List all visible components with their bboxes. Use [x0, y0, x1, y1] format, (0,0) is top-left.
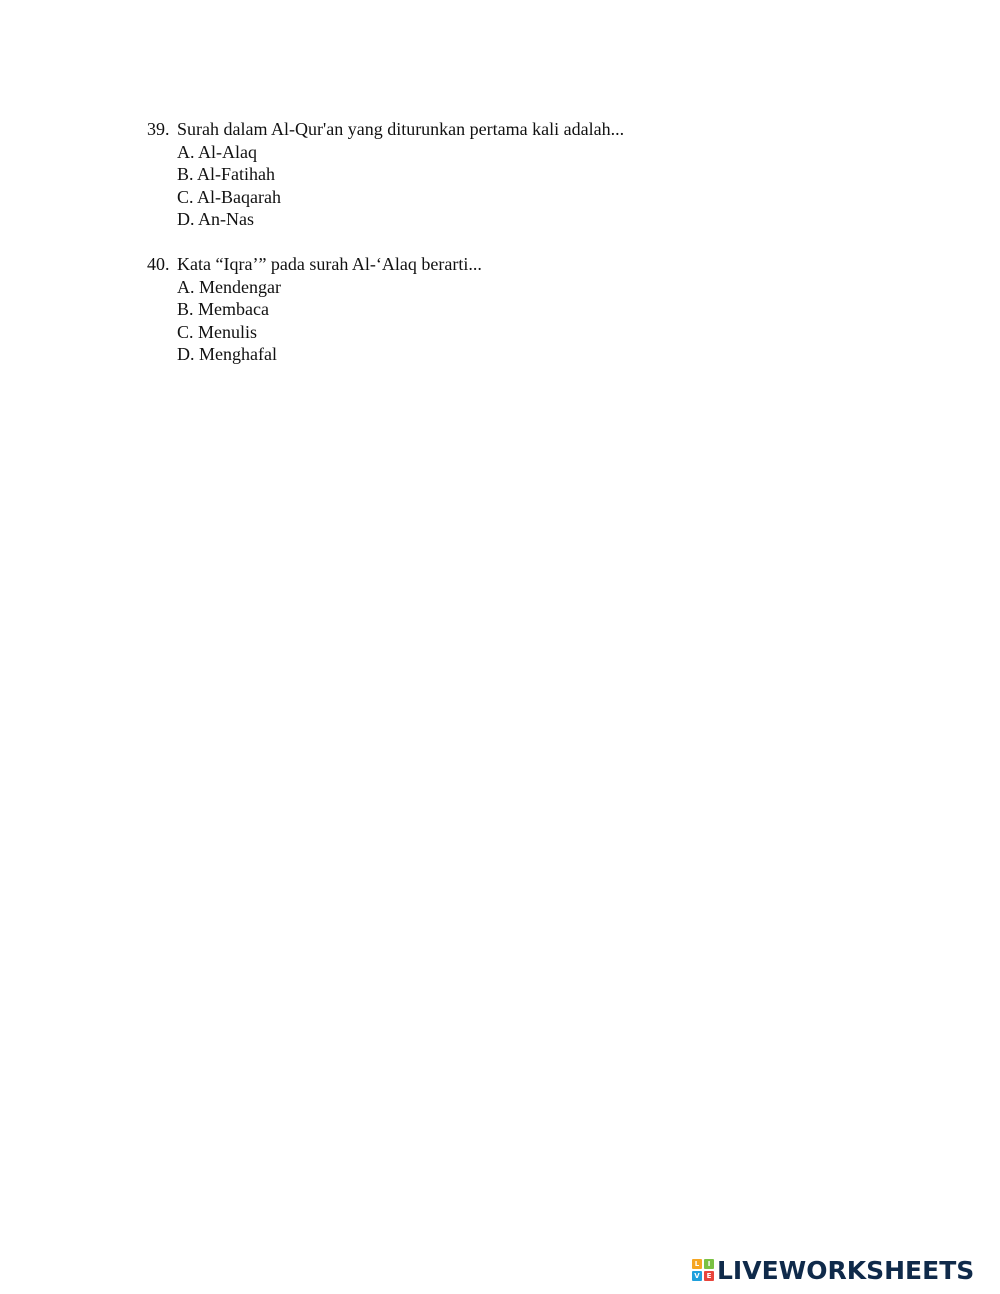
question-stem [147, 253, 482, 276]
logo-cell-l: L [692, 1259, 702, 1269]
liveworksheets-logo-icon [692, 1259, 714, 1281]
answer-options [147, 141, 624, 231]
question-number: 39. [147, 119, 170, 139]
question-number: 40. [147, 254, 170, 274]
logo-cell-i: I [704, 1259, 714, 1269]
option-d[interactable]: D. An-Nas [177, 209, 254, 229]
question-stem [147, 118, 624, 141]
question-text: Kata “Iqra’” pada surah Al-‘Alaq berarti... [177, 254, 482, 274]
option-a[interactable]: A. Al-Alaq [177, 141, 257, 162]
question-39 [147, 118, 624, 231]
logo-cell-v: V [692, 1271, 702, 1281]
option-c[interactable]: C. Menulis [177, 321, 258, 342]
question-40 [147, 253, 482, 366]
option-c[interactable]: C. Al-Baqarah [177, 186, 281, 207]
question-text: Surah dalam Al-Qur'an yang diturunkan pertama kali adalah... [177, 119, 625, 139]
liveworksheets-brand [692, 1256, 974, 1284]
logo-cell-e: E [704, 1271, 714, 1281]
brand-name: LIVEWORKSHEETS [717, 1255, 975, 1285]
option-a[interactable]: A. Mendengar [177, 276, 281, 297]
answer-options [147, 276, 482, 366]
option-d[interactable]: D. Menghafal [177, 344, 277, 364]
option-b[interactable]: B. Membaca [177, 299, 269, 319]
option-b[interactable]: B. Al-Fatihah [177, 164, 275, 184]
